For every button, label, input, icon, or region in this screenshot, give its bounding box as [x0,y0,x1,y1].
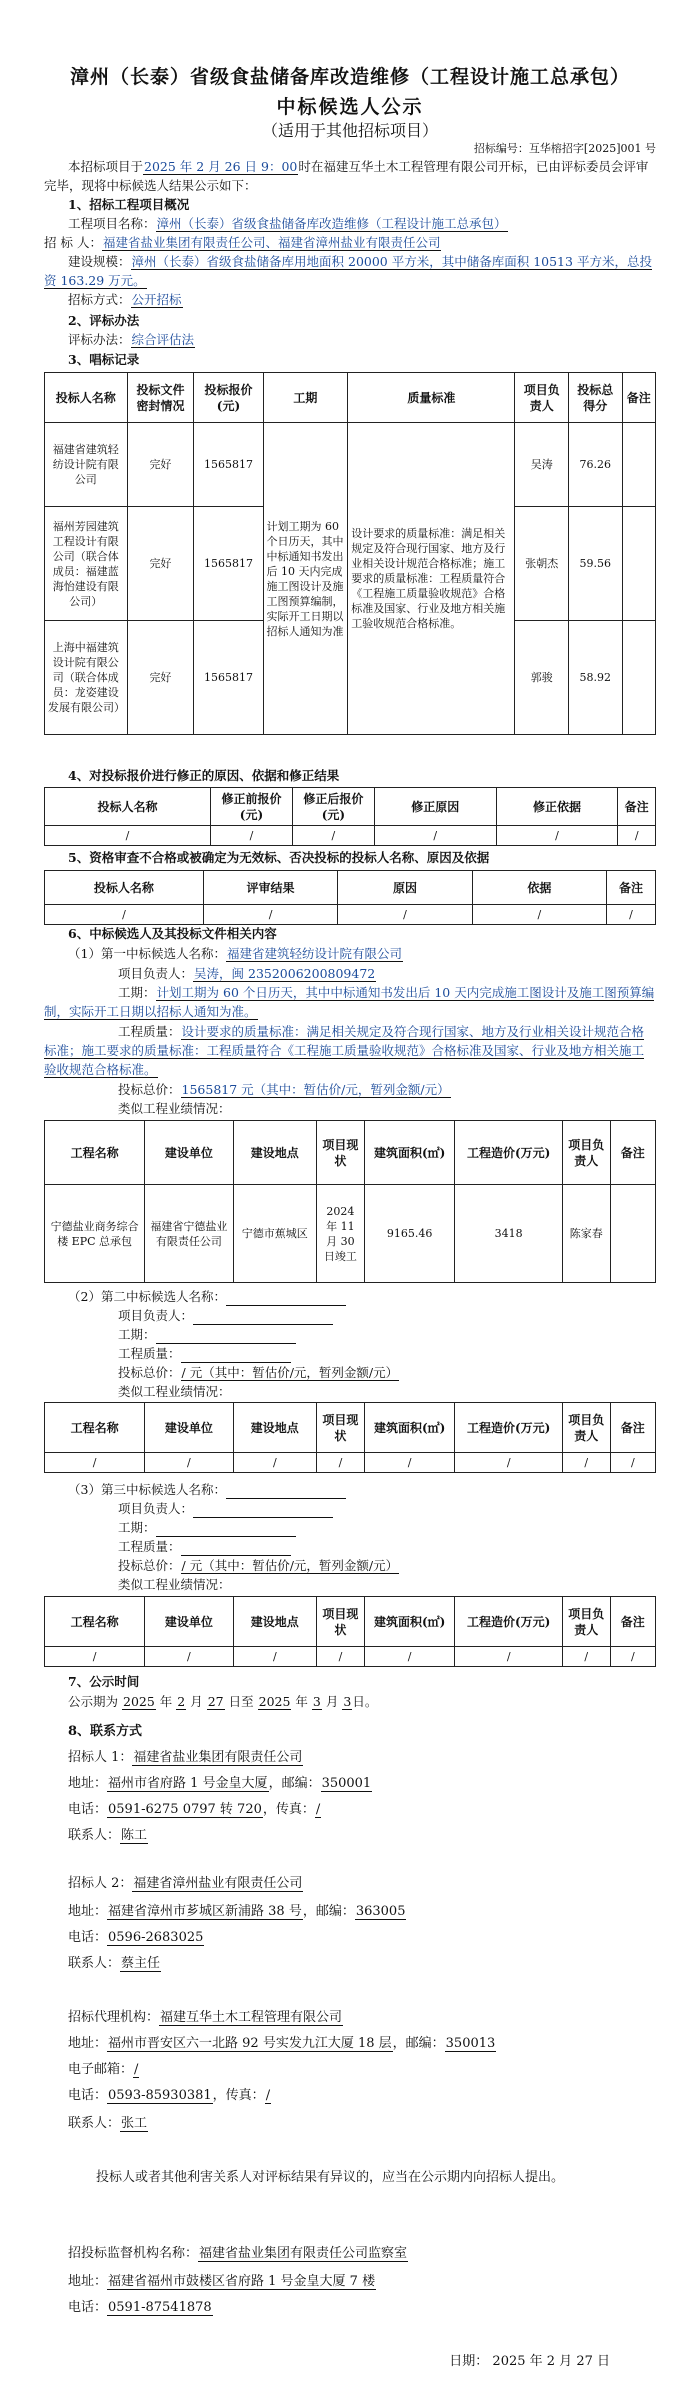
day-to-label: 日至 [228,1694,254,1709]
agent-contact: 张工 [121,2116,148,2131]
sup-addr-label: 地址： [68,2274,108,2289]
c2-quality-label: 工程质量： [118,1346,181,1361]
cell: / [203,905,337,925]
seal-status: 完好 [127,621,194,735]
c1-price-line [44,1080,656,1099]
col-result: 评审结果 [203,871,337,905]
owner1-phone-label: 电话： [68,1802,108,1817]
c1-period-line [44,983,656,1021]
owner2-contact-label: 联系人： [68,1956,121,1971]
manager-cell: 郭骏 [515,621,569,735]
end-year: 2025 [258,1694,291,1709]
agent-email-line [44,2060,656,2080]
c2-similar-label: 类似工程业绩情况： [118,1384,231,1399]
table-row [45,1453,656,1473]
note-cell [622,423,655,507]
owner1-post: 350001 [321,1776,372,1791]
c2-price-line [44,1363,656,1382]
cell: / [317,1453,365,1473]
open-date: 2025 年 2 月 26 日 9：00 [144,159,298,174]
section8-heading: 8、联系方式 [68,1724,143,1739]
col-price: 投标报价(元) [194,373,263,423]
c1-manager: 吴涛，闽 2352006200809472 [194,966,376,981]
owner2-address-line [44,1902,656,1922]
col-manager: 项目负责人 [562,1121,610,1185]
owner2-addr: 福建省漳州市芗城区新浦路 38 号 [108,1904,302,1919]
c1-similar-label: 类似工程业绩情况： [118,1101,231,1116]
supervisor-phone-line [44,2298,656,2318]
col-manager: 项目负责人 [562,1403,610,1453]
cell: / [562,1647,610,1667]
col-note: 备注 [607,871,656,905]
col-seal: 投标文件密封情况 [127,373,194,423]
owner2-line [44,1874,656,1894]
col-location: 建设地点 [233,1597,317,1647]
owner2-post-label: ，邮编： [302,1904,355,1919]
end-day: 3 [343,1694,352,1709]
section2-heading: 2、评标办法 [68,313,140,328]
col-after: 修正后报价(元) [292,788,374,826]
cell: / [317,1647,365,1667]
bid-price: 1565817 [194,507,263,621]
owner2-name: 福建省漳州盐业有限责任公司 [133,1876,303,1891]
agent-phone-label: 电话： [68,2088,108,2103]
col-unit: 建设单位 [145,1597,233,1647]
cell: / [374,826,496,846]
c3-manager-line [44,1499,656,1518]
cell: / [610,1647,655,1667]
col-reason: 原因 [338,871,472,905]
col-quality: 质量标准 [348,373,515,423]
col-status: 项目现状 [317,1597,365,1647]
c1-manager-line [44,964,656,983]
scale-value: 漳州（长泰）省级食盐储备库用地面积 20000 平方米，其中储备库面积 10513 平方米，总投资 163.29 万元。 [44,254,652,288]
c3-price-line [44,1556,656,1575]
cell: / [562,1453,610,1473]
c2-quality-line [44,1344,656,1363]
agent-contact-line [44,2114,656,2134]
c2-manager-label: 项目负责人： [118,1308,194,1323]
eval-label: 评标办法： [68,332,131,347]
method-label: 招标方式： [68,292,131,307]
intro-paragraph [44,157,656,195]
agent-phone-line [44,2086,656,2106]
col-status: 项目现状 [317,1121,365,1185]
c3-price: / 元（其中：暂估价/元，暂列金额/元） [181,1558,399,1573]
col-location: 建设地点 [233,1403,317,1453]
cell: / [607,905,656,925]
bid-price: 1565817 [194,621,263,735]
sup-phone: 0591-87541878 [108,2300,212,2315]
c3-quality-label: 工程质量： [118,1539,181,1554]
quality-cell: 设计要求的质量标准：满足相关规定及符合现行国家、地方及行业相关设计规范合格标准；施工要求的质量标准：工程质量符合《工程施工质量验收规范》合格标准及国家、行业及地方相关施工验收规范合格标准。 [348,423,515,735]
qualification-table [44,870,656,925]
c3-performance-table-wrap [44,1596,656,1667]
owner-label: 招 标 人： [44,235,102,250]
bidder-name: 福建省建筑轻纺设计院有限公司 [45,423,128,507]
c3-performance-table [44,1596,656,1667]
bid-price: 1565817 [194,423,263,507]
cell: / [211,826,293,846]
intro-text-a: 本招标项目于 [68,159,144,174]
c1-quality-label: 工程质量： [118,1024,181,1039]
owner2-contact-line [44,1954,656,1974]
owner2-label: 招标人 2： [68,1876,133,1891]
owner1-contact-label: 联系人： [68,1828,121,1843]
col-cost: 工程造价(万元) [455,1597,562,1647]
c2-period-line [44,1325,656,1344]
day-end-label: 日。 [352,1694,378,1709]
scale-label: 建设规模： [68,254,131,269]
cell: / [45,1647,145,1667]
owner1-name: 福建省盐业集团有限责任公司 [133,1750,303,1765]
manager-cell: 吴涛 [515,423,569,507]
cell: / [455,1453,562,1473]
note-cell [622,621,655,735]
agent-fax: / [265,2088,271,2103]
qualification-table-wrap [44,870,656,925]
owner2-phone-line [44,1928,656,1948]
cell: / [45,905,204,925]
owner-value: 福建省盐业集团有限责任公司、福建省漳州盐业有限责任公司 [102,235,441,250]
eval-value: 综合评估法 [131,332,195,347]
c1-price-label: 投标总价： [118,1082,181,1097]
cell: / [145,1453,233,1473]
c3-period-line [44,1518,656,1537]
c3-price-label: 投标总价： [118,1558,181,1573]
end-month: 3 [312,1694,321,1709]
agent-post: 350013 [445,2036,496,2051]
correction-table-wrap [44,787,656,846]
owner1-contact: 陈工 [121,1828,148,1843]
c1-period: 计划工期为 60 个日历天，其中中标通知书发出后 10 天内完成施工图设计及施工图预算编制，实际开工日期以招标人通知为准。 [44,985,655,1019]
score-cell: 59.56 [569,507,623,621]
year-label: 年 [159,1694,173,1709]
bidder-name: 上海中福建筑设计院有限公司（联合体成员：龙姿建设发展有限公司） [45,621,128,735]
agent-name: 福建互华土木工程管理有限公司 [160,2010,343,2025]
c3-similar-label: 类似工程业绩情况： [118,1577,231,1592]
c2-performance-table [44,1402,656,1473]
score-cell: 76.26 [569,423,623,507]
cell: / [496,826,618,846]
c2-period-label: 工期： [118,1327,156,1342]
owner1-phone: 0591-6275 0797 转 720 [108,1802,262,1817]
c1-performance-table [44,1120,656,1283]
col-project: 工程名称 [45,1403,145,1453]
col-note: 备注 [610,1121,655,1185]
col-status: 项目现状 [317,1403,365,1453]
c2-manager-line [44,1306,656,1325]
start-day: 27 [207,1694,224,1709]
title-line3: （适用于其他招标项目） [261,121,438,140]
cell [610,1185,655,1283]
section1-heading: 1、招标工程项目概况 [68,197,190,212]
eval-method-line [68,330,656,349]
cell: / [472,905,606,925]
agent-phone: 0593-85930381 [108,2088,212,2103]
agent-post-label: ，邮编： [392,2036,445,2051]
cell: / [292,826,374,846]
sup-addr: 福建省福州市鼓楼区省府路 1 号金皇大厦 7 楼 [108,2274,376,2289]
agent-email-label: 电子邮箱： [68,2062,134,2077]
cell: 福建省宁德盐业有限责任公司 [145,1185,233,1283]
agent-label: 招标代理机构： [68,2010,160,2025]
period-text-a: 公示期为 [68,1694,119,1709]
c1-period-label: 工期： [118,985,156,1000]
objection-text: 投标人或者其他利害关系人对评标结果有异议的，应当在公示期内向招标人提出。 [96,2170,565,2185]
col-note: 备注 [618,788,656,826]
col-bidder: 投标人名称 [45,788,211,826]
col-cost: 工程造价(万元) [455,1121,562,1185]
score-cell: 58.92 [569,621,623,735]
col-note: 备注 [610,1597,655,1647]
col-period: 工期 [263,373,348,423]
supervisor-label: 招投标监督机构名称： [68,2246,199,2261]
table-row [45,1185,656,1283]
c3-period-label: 工期： [118,1520,156,1535]
c2-name-line [44,1287,656,1306]
section4-heading: 4、对投标报价进行修正的原因、依据和修正结果 [68,768,340,783]
agent-addr: 福州市晋安区六一北路 92 号实发九江大厦 18 层 [108,2036,392,2051]
col-note: 备注 [610,1403,655,1453]
col-manager: 项目负责人 [515,373,569,423]
document-date: 日期： 2025 年 2 月 27 日 [449,2354,610,2369]
c2-price: / 元（其中：暂估价/元，暂列金额/元） [181,1365,399,1380]
cell: / [364,1647,455,1667]
cell: 陈家春 [562,1185,610,1283]
scale-line [44,252,656,290]
bidder-name: 福州芳园建筑工程设计有限公司（联合体成员：福建蓝海怡建设有限公司） [45,507,128,621]
cell: / [364,1453,455,1473]
col-basis: 依据 [472,871,606,905]
project-value: 漳州（长泰）省级食盐储备库改造维修（工程设计施工总承包） [156,216,507,231]
seal-status: 完好 [127,507,194,621]
c2-label: （2）第二中标候选人名称： [68,1289,226,1304]
cell: / [618,826,656,846]
col-location: 建设地点 [233,1121,317,1185]
start-month: 2 [177,1694,186,1709]
section6-heading: 6、中标候选人及其投标文件相关内容 [68,926,277,941]
c3-label: （3）第三中标候选人名称： [68,1482,226,1497]
note-cell [622,507,655,621]
agent-fax-label: ，传真： [212,2088,265,2103]
cell: / [610,1453,655,1473]
sup-phone-label: 电话： [68,2300,108,2315]
col-basis: 修正依据 [496,788,618,826]
manager-cell: 张朝杰 [515,507,569,621]
c3-manager-label: 项目负责人： [118,1501,194,1516]
c1-label: （1）第一中标候选人名称： [68,946,226,961]
cell: / [145,1647,233,1667]
period-cell: 计划工期为 60 个日历天，其中中标通知书发出后 10 天内完成施工图设计及施工图预算编制，实际开工日期以招标人通知为准 [263,423,348,735]
bid-opening-table-wrap [44,372,656,735]
cell: 宁德市蕉城区 [233,1185,317,1283]
cell: 3418 [455,1185,562,1283]
cell: / [45,826,211,846]
owner2-addr-label: 地址： [68,1904,108,1919]
agent-addr-label: 地址： [68,2036,108,2051]
seal-status: 完好 [127,423,194,507]
col-score: 投标总得分 [569,373,623,423]
cell: 2024 年 11 月 30 日竣工 [317,1185,365,1283]
owner1-fax-label: ，传真： [262,1802,315,1817]
c3-name-line [44,1480,656,1499]
owner1-addr-label: 地址： [68,1776,108,1791]
publicity-period-line [44,1692,656,1711]
cell: 宁德盐业商务综合楼 EPC 总承包 [45,1185,145,1283]
supervisor-name: 福建省盐业集团有限责任公司监察室 [199,2246,408,2261]
col-bidder: 投标人名称 [45,373,128,423]
table-row [45,905,656,925]
c2-price-label: 投标总价： [118,1365,181,1380]
project-name-line [68,214,656,233]
title-line1: 漳州（长泰）省级食盐储备库改造维修（工程设计施工总承包） [69,66,630,88]
agent-contact-label: 联系人： [68,2116,121,2131]
c1-price: 1565817 元（其中：暂估价/元，暂列金额/元） [181,1082,450,1097]
col-cost: 工程造价(万元) [455,1403,562,1453]
table-row [45,423,656,507]
c1-name: 福建省建筑轻纺设计院有限公司 [226,946,402,961]
owner2-phone-label: 电话： [68,1930,108,1945]
supervisor-line [44,2244,656,2264]
c2-performance-table-wrap [44,1402,656,1473]
col-project: 工程名称 [45,1121,145,1185]
c1-manager-label: 项目负责人： [118,966,194,981]
title-line2: 中标候选人公示 [276,96,424,118]
supervisor-address-line [44,2272,656,2292]
owner2-contact: 蔡主任 [121,1956,161,1971]
col-unit: 建设单位 [145,1121,233,1185]
table-row [45,1647,656,1667]
col-unit: 建设单位 [145,1403,233,1453]
section5-heading: 5、资格审查不合格或被确定为无效标、否决投标的投标人名称、原因及依据 [68,850,490,865]
owner1-addr: 福州市省府路 1 号金皇大厦 [108,1776,268,1791]
cell: / [455,1647,562,1667]
correction-table [44,787,656,846]
cell: 9165.46 [364,1185,455,1283]
owner2-post: 363005 [355,1904,406,1919]
cell: / [45,1453,145,1473]
col-area: 建筑面积(㎡) [364,1403,455,1453]
owner1-address-line [44,1774,656,1794]
ref-number: 招标编号：互华榕招字[2025]001 号 [473,142,656,155]
col-project: 工程名称 [45,1597,145,1647]
c1-performance-table-wrap [44,1120,656,1283]
owner1-line [44,1748,656,1768]
section3-heading: 3、唱标记录 [68,352,140,367]
month-label: 月 [190,1694,203,1709]
cell: / [233,1647,317,1667]
bid-opening-table [44,372,656,735]
year-label: 年 [295,1694,308,1709]
col-bidder: 投标人名称 [45,871,204,905]
owner1-phone-line [44,1800,656,1820]
owner1-contact-line [44,1826,656,1846]
table-row [45,826,656,846]
agent-line [44,2008,656,2028]
agent-email: / [134,2062,139,2077]
c3-quality-line [44,1537,656,1556]
c1-name-line [44,944,656,963]
start-year: 2025 [123,1694,155,1709]
col-area: 建筑面积(㎡) [364,1121,455,1185]
owner1-post-label: ，邮编： [268,1776,321,1791]
col-note: 备注 [622,373,655,423]
method-value: 公开招标 [131,292,182,307]
owner-line [44,233,656,252]
section7-heading: 7、公示时间 [68,1674,140,1689]
cell: / [233,1453,317,1473]
agent-address-line [44,2034,656,2054]
method-line [44,290,656,309]
col-before: 修正前报价(元) [211,788,293,826]
col-manager: 项目负责人 [562,1597,610,1647]
owner1-fax: / [315,1802,321,1817]
project-label: 工程项目名称： [68,216,156,231]
intro-text-b: 时在福建互华土木工程管理有限公司开标，已由评标委员会评审完毕，现将中标候选人结果公示如下： [44,159,649,193]
col-reason: 修正原因 [374,788,496,826]
month-label: 月 [325,1694,339,1709]
owner2-phone: 0596-2683025 [108,1930,204,1945]
col-area: 建筑面积(㎡) [364,1597,455,1647]
c1-quality: 设计要求的质量标准：满足相关规定及符合现行国家、地方及行业相关设计规范合格标准；施工要求的质量标准：工程质量符合《工程施工质量验收规范》合格标准及国家、行业及地方相关施工验收规范合格标准。 [44,1024,645,1077]
owner1-label: 招标人 1： [68,1750,133,1765]
c1-quality-line [44,1022,656,1079]
cell: / [338,905,472,925]
